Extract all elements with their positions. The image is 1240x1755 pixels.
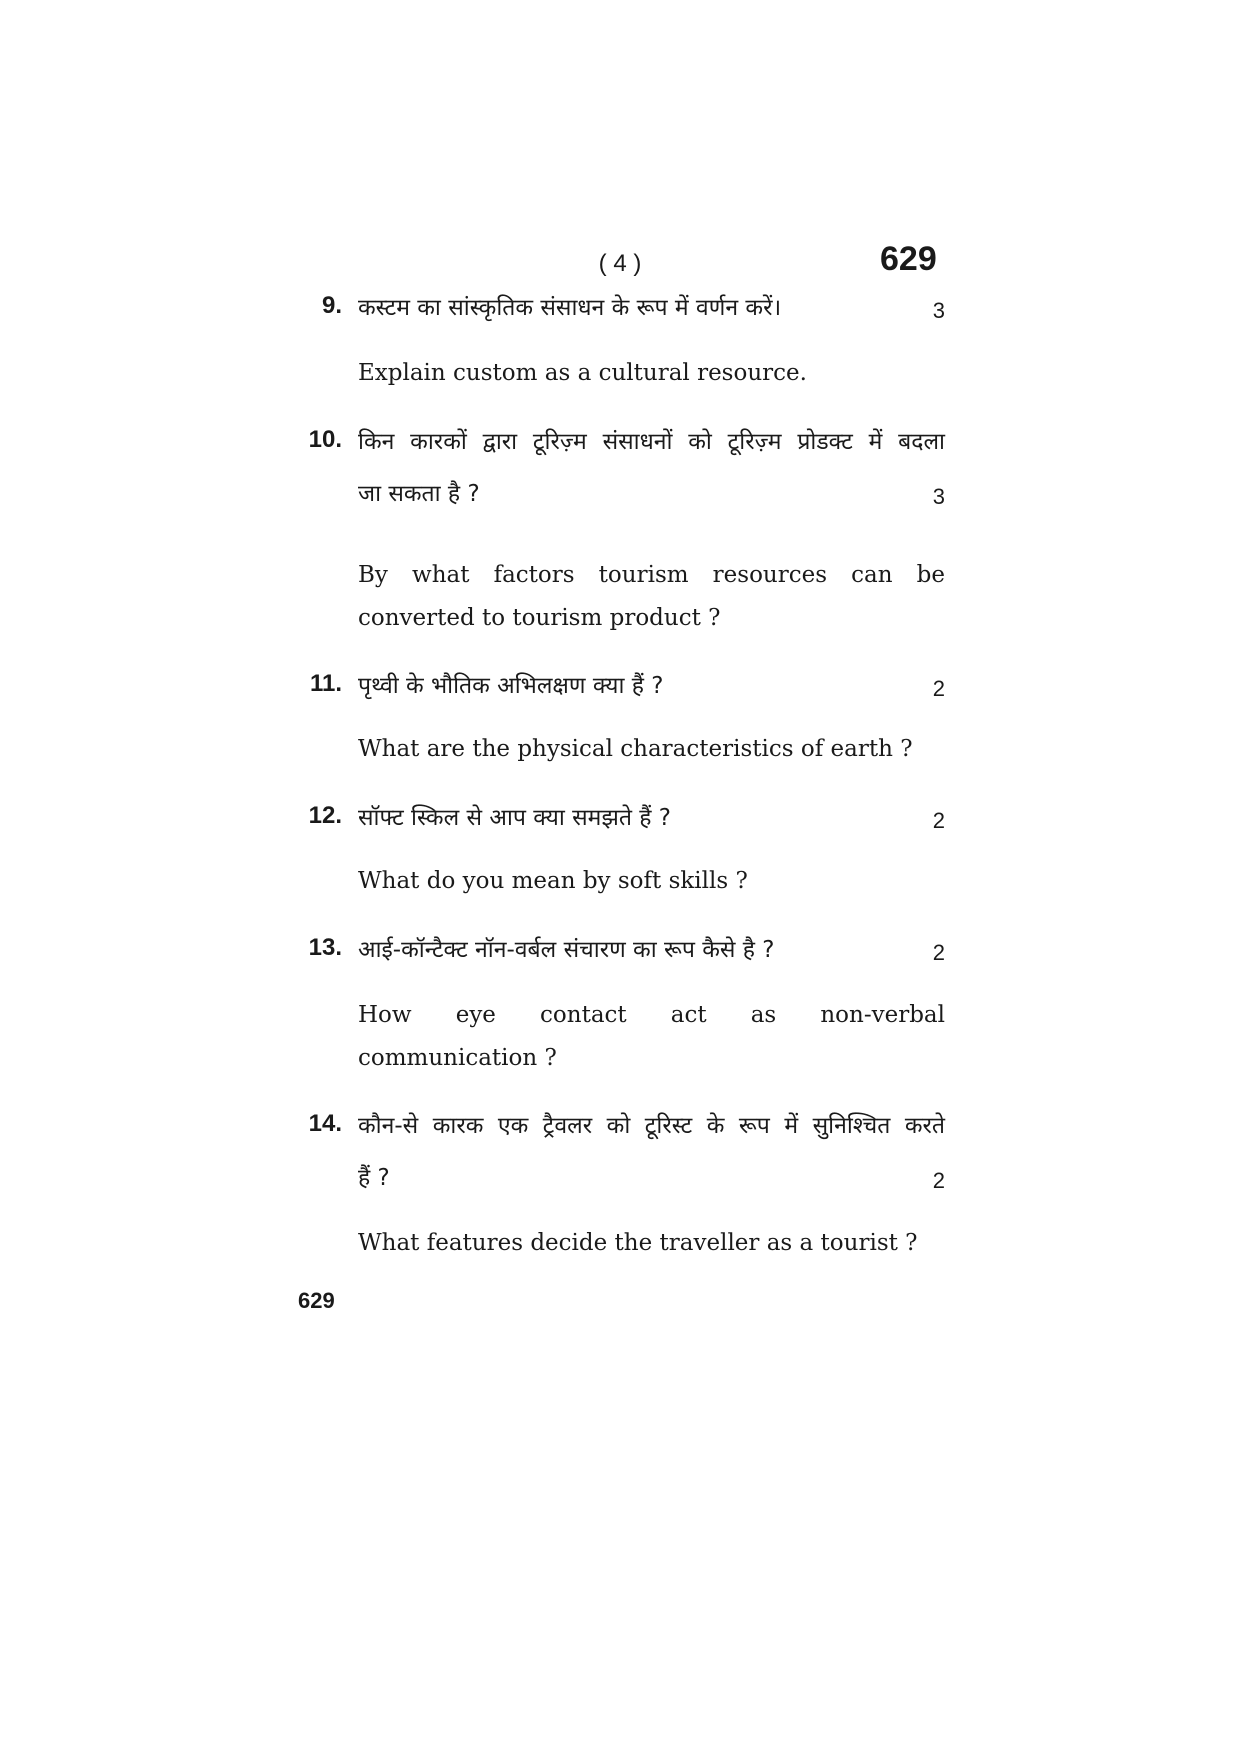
question-number: 10.: [308, 426, 342, 453]
question-hindi-text: किन कारकों द्वारा टूरिज़्म संसाधनों को टूरिज़्म प्रोडक्ट में बदला: [358, 429, 945, 455]
question-hindi-text: सॉफ्ट स्किल से आप क्या समझते हैं ?: [358, 805, 671, 831]
question-marks: 2: [932, 808, 945, 833]
question-hindi-text: कस्टम का सांस्कृतिक संसाधन के रूप में वर्णन करें।: [358, 295, 782, 321]
question-number: 14.: [308, 1110, 342, 1137]
question-number: 11.: [309, 670, 342, 697]
question-hindi-text: हैं ?: [358, 1165, 390, 1191]
paper-code-header: 629: [880, 240, 937, 278]
question-english-text: What are the physical characteristics of earth ?: [358, 736, 913, 762]
question-marks: 3: [932, 484, 945, 509]
question-number: 9.: [321, 292, 342, 319]
question-marks: 3: [932, 298, 945, 323]
page-number: ( 4 ): [598, 250, 642, 277]
question-english-text: Explain custom as a cultural resource.: [358, 360, 807, 386]
question-english-text: How eye contact act as non-verbal: [358, 1002, 945, 1028]
question-english-text: What do you mean by soft skills ?: [358, 868, 748, 894]
question-marks: 2: [932, 1168, 945, 1193]
question-english-text: communication ?: [358, 1045, 557, 1071]
question-marks: 2: [932, 676, 945, 701]
question-english-text: By what factors tourism resources can be: [358, 562, 945, 588]
question-hindi-text: जा सकता है ?: [358, 481, 480, 507]
question-english-text: What features decide the traveller as a tourist ?: [358, 1230, 918, 1256]
paper-code-footer: 629: [298, 1288, 335, 1313]
question-hindi-text: आई-कॉन्टैक्ट नॉन-वर्बल संचारण का रूप कैसे है ?: [358, 937, 775, 963]
question-marks: 2: [932, 940, 945, 965]
question-number: 12.: [308, 802, 342, 829]
question-hindi-text: पृथ्वी के भौतिक अभिलक्षण क्या हैं ?: [358, 673, 664, 699]
question-english-text: converted to tourism product ?: [358, 605, 721, 631]
question-hindi-text: कौन-से कारक एक ट्रैवलर को टूरिस्ट के रूप में सुनिश्चित करते: [358, 1113, 945, 1139]
question-number: 13.: [308, 934, 342, 961]
